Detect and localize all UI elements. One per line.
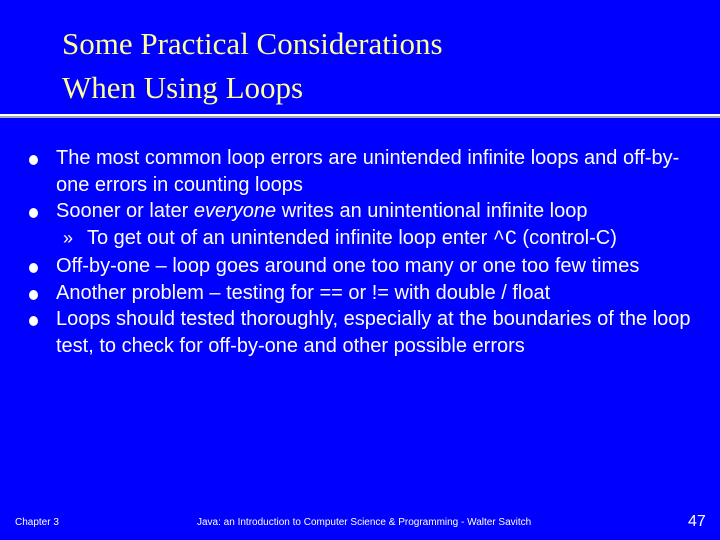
bullet-dot-icon — [29, 316, 38, 326]
title-line-2: When Using Loops — [62, 70, 304, 105]
bullet-text-2a: Sooner or later — [56, 200, 194, 222]
bullet-dot-icon — [29, 208, 38, 218]
bullet-text-4: Another problem – testing for == or != with double / float — [56, 281, 551, 304]
bullet-item-2 — [0, 198, 720, 225]
bullet-dot-icon — [29, 290, 38, 300]
footer-chapter: Chapter 3 — [15, 517, 59, 528]
bullet-text-3: Off-by-one – loop goes around one too many or one too few times — [56, 255, 640, 277]
sub-bullet-text-a: To get out of an unintended infinite loop enter — [87, 226, 493, 249]
bullet-text-2-emphasis: everyone — [193, 200, 277, 222]
slide-body — [0, 145, 720, 359]
bullet-item-3 — [0, 253, 720, 280]
sub-bullet-item — [0, 225, 720, 254]
bullet-item-4 — [0, 280, 720, 307]
bullet-dot-icon — [29, 263, 38, 273]
bullet-item-1 — [0, 145, 720, 198]
footer-page-number: 47 — [688, 513, 706, 530]
slide-title — [62, 22, 702, 110]
title-line-1: Some Practical Considerations — [62, 26, 443, 61]
title-divider — [0, 114, 720, 118]
bullet-text-5: Loops should tested thoroughly, especially at the boundaries of the loop test, to check for off-by-one and other possible errors — [56, 308, 691, 357]
sub-bullet-chevron-icon: » — [63, 227, 74, 248]
bullet-text-1: The most common loop errors are unintended infinite loops and off-by-one errors in counting loops — [56, 147, 680, 196]
bullet-text-2b: writes an unintentional infinite loop — [276, 200, 588, 222]
bullet-dot-icon — [29, 155, 38, 165]
footer-course-title: Java: an Introduction to Computer Science & Programming - Walter Savitch — [197, 517, 532, 528]
sub-bullet-text-b: (control-C) — [516, 226, 617, 249]
bullet-item-5 — [0, 306, 720, 359]
sub-bullet-code: ^C — [492, 227, 517, 251]
